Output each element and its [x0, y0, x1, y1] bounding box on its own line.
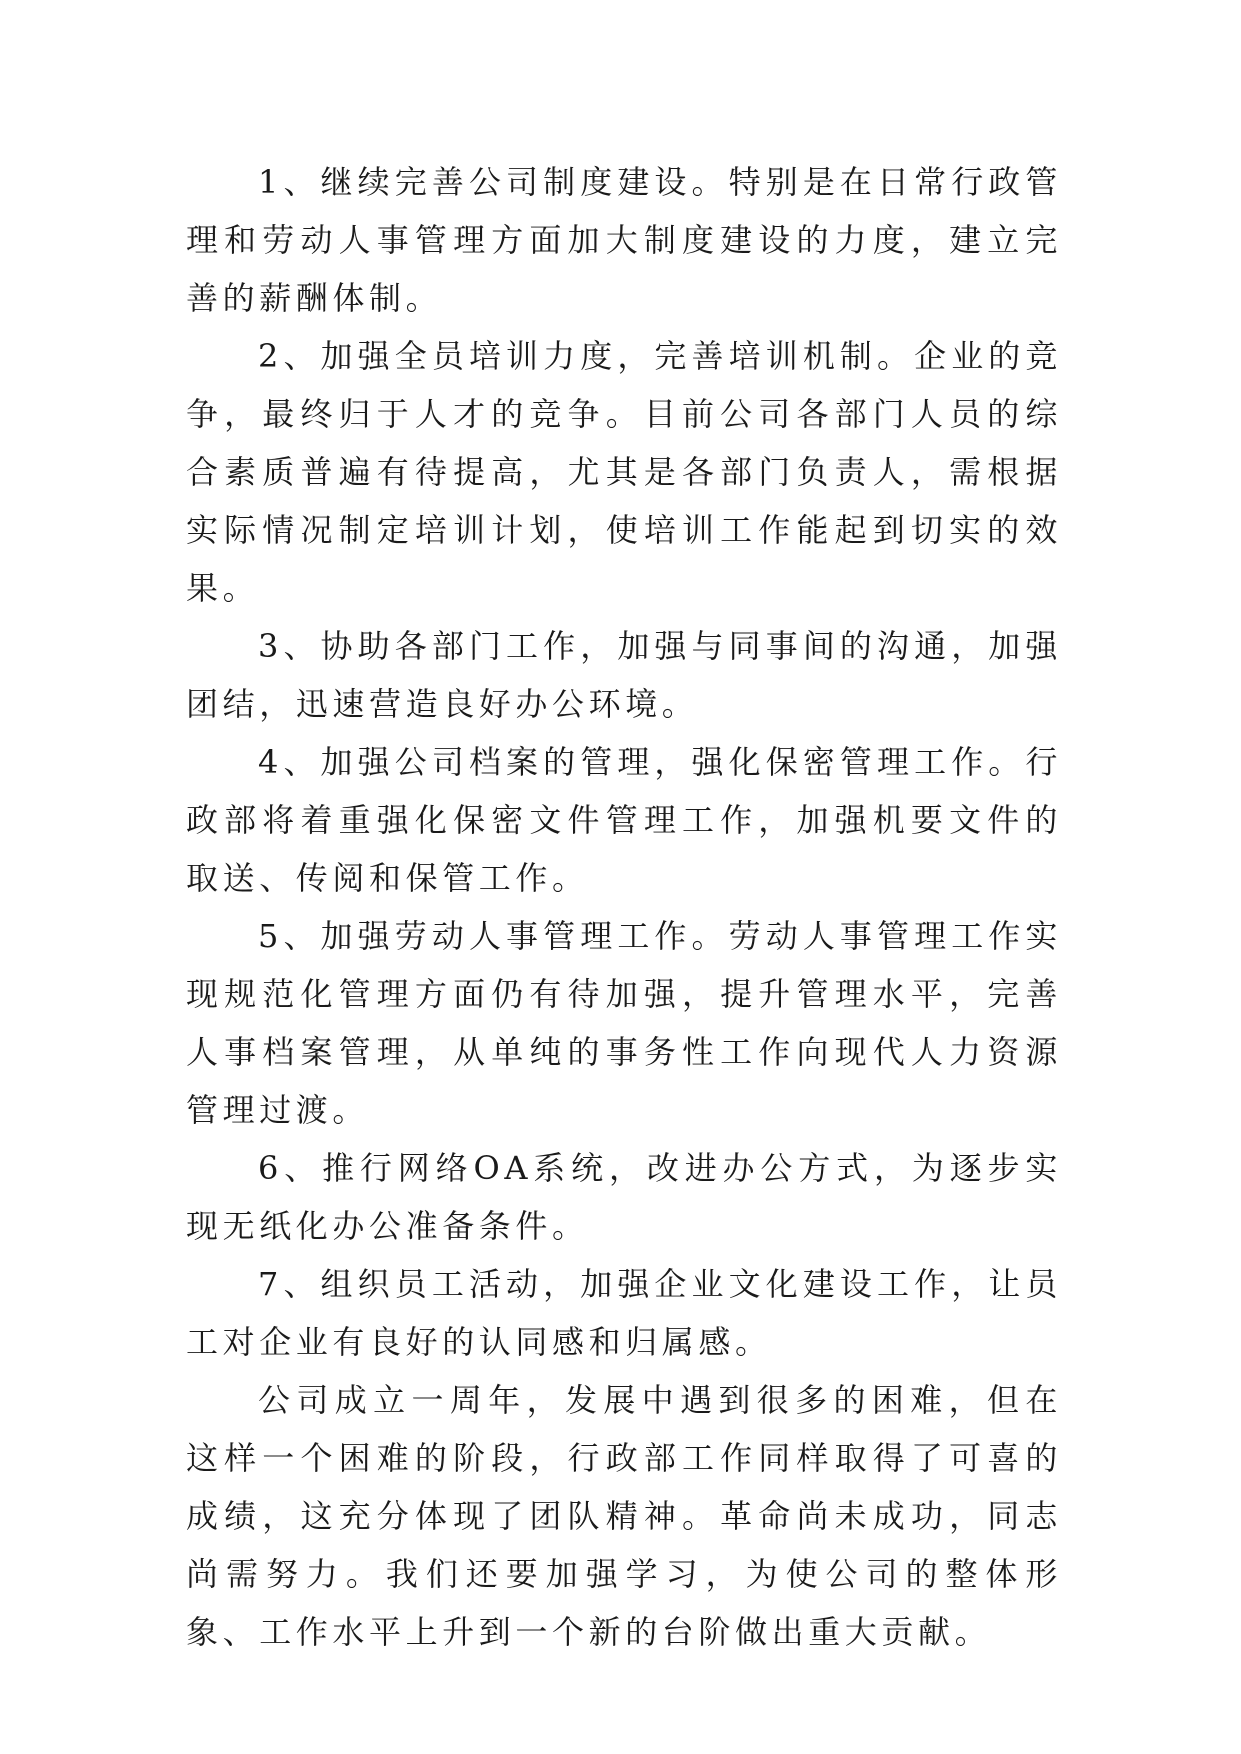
paragraph-summary: 公司成立一周年，发展中遇到很多的困难，但在这样一个困难的阶段，行政部工作同样取得了可喜的成绩，这充分体现了团队精神。革命尚未成功，同志尚需努力。我们还要加强学习，为使公司的整体形象、工作水平上升到一个新的台阶做出重大贡献。: [186, 1381, 1062, 1651]
paragraph-item-6: 6、推行网络OA系统，改进办公方式，为逐步实现无纸化办公准备条件。: [186, 1149, 1062, 1245]
paragraph-item-4: 4、加强公司档案的管理，强化保密管理工作。行政部将着重强化保密文件管理工作，加强机要文件的取送、传阅和保管工作。: [186, 743, 1062, 897]
paragraph-item-3: 3、协助各部门工作，加强与同事间的沟通，加强团结，迅速营造良好办公环境。: [186, 627, 1062, 723]
paragraph-item-1: 1、继续完善公司制度建设。特别是在日常行政管理和劳动人事管理方面加大制度建设的力度，建立完善的薪酬体制。: [186, 163, 1062, 317]
paragraph-item-7: 7、组织员工活动，加强企业文化建设工作，让员工对企业有良好的认同感和归属感。: [186, 1265, 1062, 1361]
paragraph-item-5: 5、加强劳动人事管理工作。劳动人事管理工作实现规范化管理方面仍有待加强，提升管理水平，完善人事档案管理，从单纯的事务性工作向现代人力资源管理过渡。: [186, 917, 1062, 1129]
document-page: [186, 153, 1062, 1661]
paragraph-item-2: 2、加强全员培训力度，完善培训机制。企业的竞争，最终归于人才的竞争。目前公司各部门人员的综合素质普遍有待提高，尤其是各部门负责人，需根据实际情况制定培训计划，使培训工作能起到切实的效果。: [186, 337, 1062, 607]
